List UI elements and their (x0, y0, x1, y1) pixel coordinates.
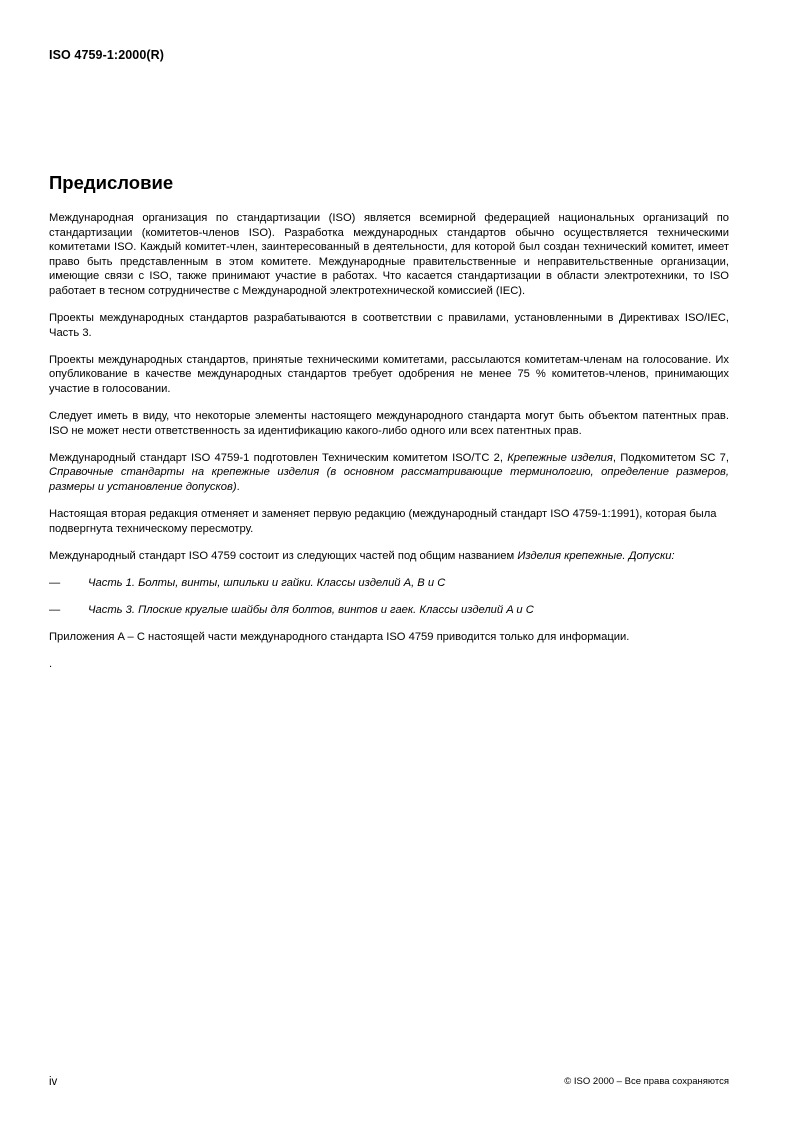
dash-bullet: — (49, 603, 61, 616)
document-id: ISO 4759-1:2000(R) (49, 48, 165, 62)
subcommittee-name: Справочные стандарты на крепежные изделия (в основном рассматривающие терминологию, определение размеров, размеры и установление допусков) (49, 466, 729, 493)
paragraph-annexes: Приложения A – C настоящей части международного стандарта ISO 4759 приводится только для информации. (49, 630, 630, 643)
paragraph-voting: Проекты международных стандартов, принятые техническими комитетами, рассылаются комитетам-членам на голосование. Их опубликование в качестве международных стандартов требует одобрения не менее 75 % комитетов-членов, принимающих участие в голосовании. (49, 353, 729, 395)
parts-intro-text: Международный стандарт ISO 4759 состоит из следующих частей под общим названием (49, 549, 518, 562)
paragraph-parts-intro (49, 549, 729, 564)
foreword-body (49, 211, 729, 672)
prepared-by-text-2: , Подкомитетом SC 7, (612, 451, 730, 464)
list-item-text: Часть 1. Болты, винты, шпильки и гайки. Классы изделий A, B и C (88, 576, 446, 589)
stray-dot: . (49, 658, 53, 671)
list-item (49, 603, 729, 618)
page-number: iv (49, 1076, 58, 1088)
paragraph-patents: Следует иметь в виду, что некоторые элементы настоящего международного стандарта могут быть объектом патентных прав. ISO не может нести ответственность за идентификацию какого-либо одного или всех патентных прав. (49, 410, 729, 437)
list-item (49, 576, 729, 591)
prepared-by-text-1: Международный стандарт ISO 4759-1 подготовлен Техническим комитетом ISO/TC 2, (49, 451, 508, 464)
technical-committee-name: Крепежные изделия (507, 451, 613, 464)
dash-bullet: — (49, 576, 61, 589)
paragraph-iso-organization: Международная организация по стандартизации (ISO) является всемирной федерацией национальных организаций по стандартизации (комитетов-членов ISO). Разработка международных стандартов обычно осуществляется техническими комитетами ISO. Каждый комитет-член, заинтересованный в деятельности, для которой был создан технический комитет, имеет право быть представленным в этом комитете. Международные правительственные и неправительственные организации, имеющие связи с ISO, также принимают участие в работах. Что касается стандартизации в области электротехники, то ISO работает в тесном сотрудничестве с Международной электротехнической комиссией (IEC). (49, 212, 729, 297)
series-title: Изделия крепежные. Допуски: (517, 549, 675, 562)
paragraph-edition: Настоящая вторая редакция отменяет и заменяет первую редакцию (международный стандарт ISO 4759-1:1991), которая была подвергнута техническому пересмотру. (49, 508, 717, 535)
copyright-notice: © ISO 2000 – Все права сохраняются (564, 1076, 729, 1087)
list-item-text: Часть 3. Плоские круглые шайбы для болтов, винтов и гаек. Классы изделий A и C (88, 603, 534, 616)
paragraph-prepared-by (49, 451, 729, 495)
paragraph-directives: Проекты международных стандартов разрабатываются в соответствии с правилами, установленными в Директивах ISO/IEC, Часть 3. (49, 312, 729, 339)
page-title: Предисловие (49, 172, 174, 193)
prepared-by-text-3: . (236, 480, 240, 493)
